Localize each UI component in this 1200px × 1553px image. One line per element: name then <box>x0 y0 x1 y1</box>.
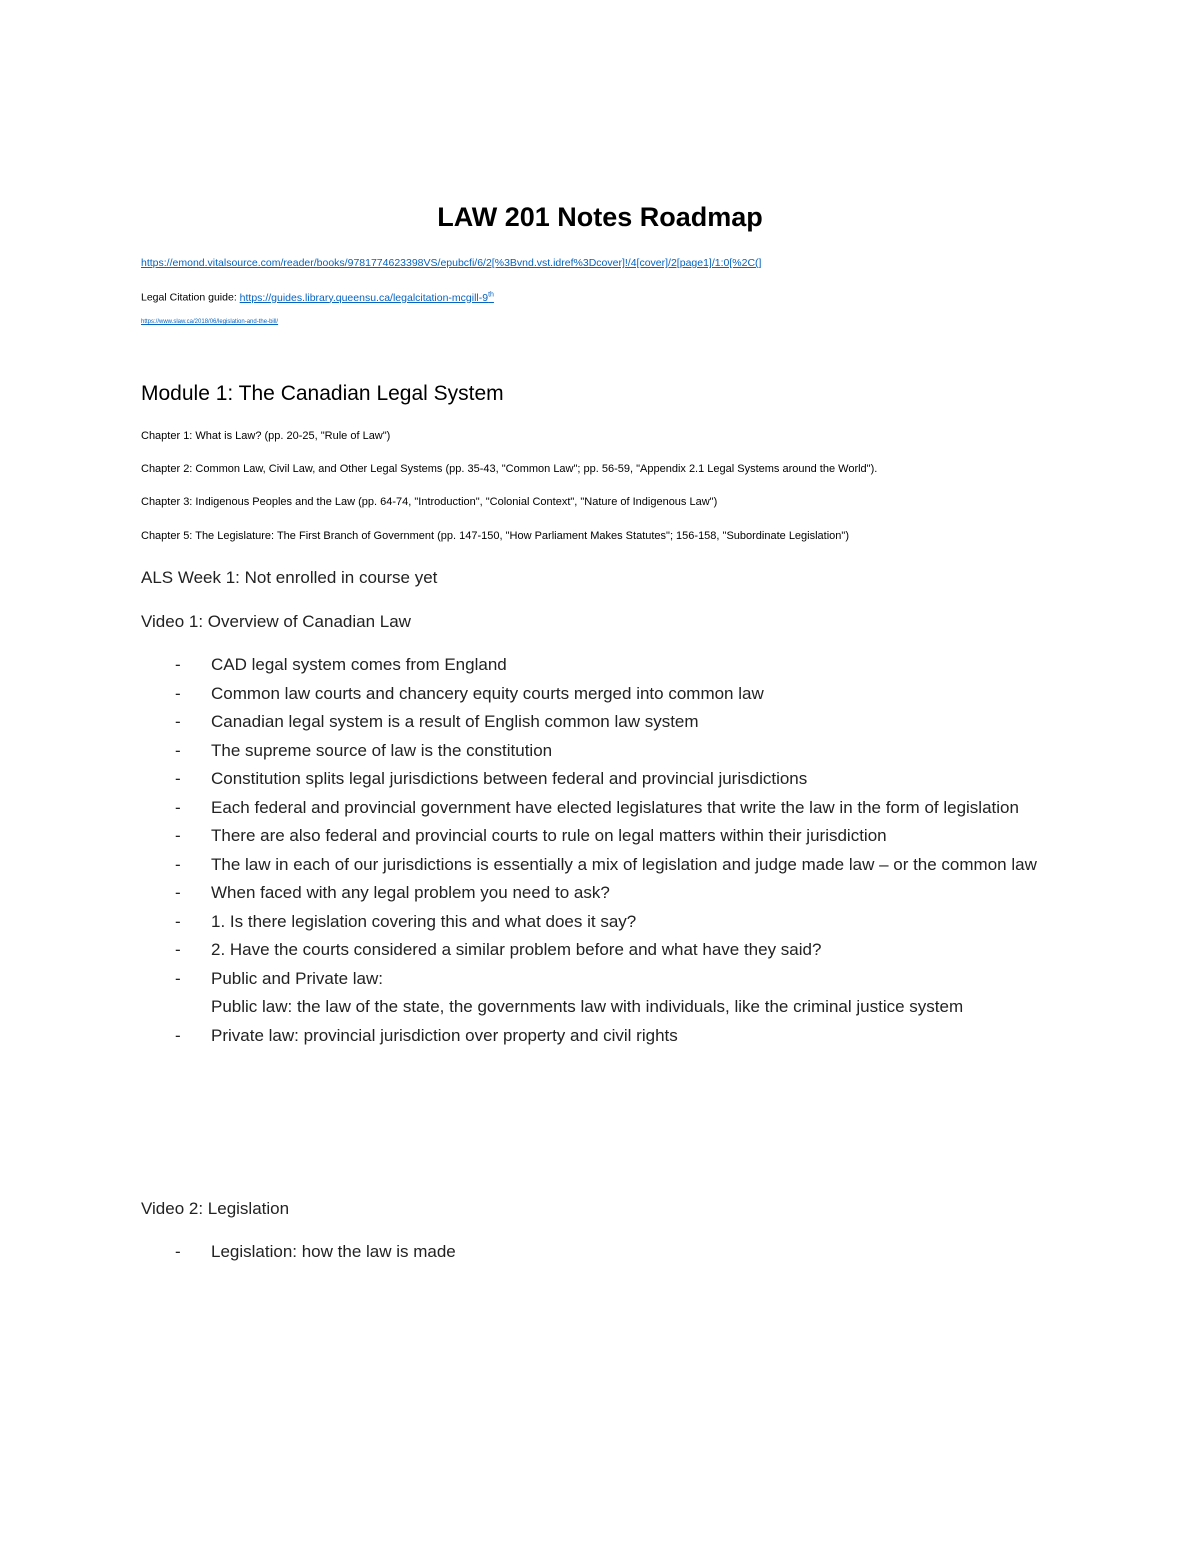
note-text: Constitution splits legal jurisdictions between federal and provincial jurisdictions <box>211 769 808 788</box>
textbook-link-line <box>141 256 761 270</box>
video-2-heading: Video 2: Legislation <box>141 1199 290 1218</box>
note-text: Each federal and provincial government have elected legislatures that write the law in the form of legislation <box>211 797 1019 817</box>
note-text: 1. Is there legislation covering this and what does it say? <box>211 911 637 931</box>
bullet-dash: - <box>175 854 181 874</box>
note-text: Private law: provincial jurisdiction over property and civil rights <box>211 1025 678 1045</box>
citation-guide-label: Legal Citation guide: <box>141 291 240 304</box>
list-item <box>175 879 1075 908</box>
chapter-1-reading: Chapter 1: What is Law? (pp. 20-25, "Rule of Law") <box>141 430 391 442</box>
page-title: LAW 201 Notes Roadmap <box>437 202 763 232</box>
note-text: Canadian legal system is a result of English common law system <box>211 712 699 731</box>
bullet-dash: - <box>175 940 181 959</box>
bullet-dash: - <box>175 1242 181 1261</box>
chapter-3-reading: Chapter 3: Indigenous Peoples and the Law (pp. 64-74, "Introduction", "Colonial Context", "Nature of Indigenous Law") <box>141 496 718 508</box>
small-link[interactable]: https://www.slaw.ca/2018/06/legislation-and-the-bill/ <box>141 319 279 325</box>
bullet-dash: - <box>175 911 181 931</box>
list-item <box>175 765 1075 794</box>
list-item <box>175 651 1075 680</box>
list-item <box>175 1022 1075 1051</box>
list-item <box>175 737 1075 766</box>
bullet-dash: - <box>175 655 181 674</box>
list-item <box>175 794 1075 823</box>
note-text: There are also federal and provincial courts to rule on legal matters within their jurisdiction <box>211 826 887 845</box>
note-text: Public and Private law: <box>211 968 383 988</box>
small-link-line <box>141 318 278 327</box>
note-text: When faced with any legal problem you need to ask? <box>211 883 610 902</box>
bullet-dash: - <box>175 1025 181 1045</box>
video-1-notes <box>175 651 1075 1050</box>
bullet-dash: - <box>175 826 181 845</box>
public-law-note: Public law: the law of the state, the governments law with individuals, like the criminal justice system <box>211 997 964 1016</box>
citation-guide-url: https://guides.library.queensu.ca/legalcitation-mcgill-9 <box>239 291 489 304</box>
textbook-link[interactable]: https://emond.vitalsource.com/reader/books/9781774623398VS/epubcfi/6/2[%3Bvnd.vst.idref%3Dcover]!/4[cover]/2[page1]/1:0[%2C(] <box>141 257 762 269</box>
bullet-dash: - <box>175 683 181 703</box>
list-item <box>175 965 1075 1022</box>
note-text: 2. Have the courts considered a similar problem before and what have they said? <box>211 940 822 959</box>
list-item <box>175 680 1075 709</box>
list-item <box>175 851 1075 880</box>
list-item <box>175 1238 1075 1267</box>
citation-guide-link[interactable] <box>240 292 494 304</box>
note-text: CAD legal system comes from England <box>211 655 507 674</box>
bullet-dash: - <box>175 968 181 988</box>
note-text: Common law courts and chancery equity courts merged into common law <box>211 683 764 703</box>
video-2-notes <box>175 1238 1075 1267</box>
citation-guide-sup: th <box>488 291 494 298</box>
bullet-dash: - <box>175 712 181 731</box>
bullet-dash: - <box>175 883 181 902</box>
als-week-1-heading: ALS Week 1: Not enrolled in course yet <box>141 568 438 587</box>
list-item <box>175 908 1075 937</box>
bullet-dash: - <box>175 769 181 788</box>
module-1-heading: Module 1: The Canadian Legal System <box>141 382 504 405</box>
note-text: Legislation: how the law is made <box>211 1242 456 1261</box>
bullet-dash: - <box>175 797 181 817</box>
video-1-heading: Video 1: Overview of Canadian Law <box>141 612 411 631</box>
citation-guide-line <box>141 288 494 305</box>
chapter-5-reading: Chapter 5: The Legislature: The First Branch of Government (pp. 147-150, "How Parliament Makes Statutes"; 156-158, "Subordinate Legislation") <box>141 530 849 542</box>
bullet-dash: - <box>175 740 181 760</box>
list-item <box>175 936 1075 965</box>
note-text: The law in each of our jurisdictions is essentially a mix of legislation and judge made law – or the common law <box>211 854 1037 874</box>
list-item <box>175 822 1075 851</box>
chapter-2-reading: Chapter 2: Common Law, Civil Law, and Other Legal Systems (pp. 35-43, "Common Law"; pp. 56-59, "Appendix 2.1 Legal Systems around the World"). <box>141 463 878 475</box>
note-text: The supreme source of law is the constitution <box>211 740 553 760</box>
list-item <box>175 708 1075 737</box>
